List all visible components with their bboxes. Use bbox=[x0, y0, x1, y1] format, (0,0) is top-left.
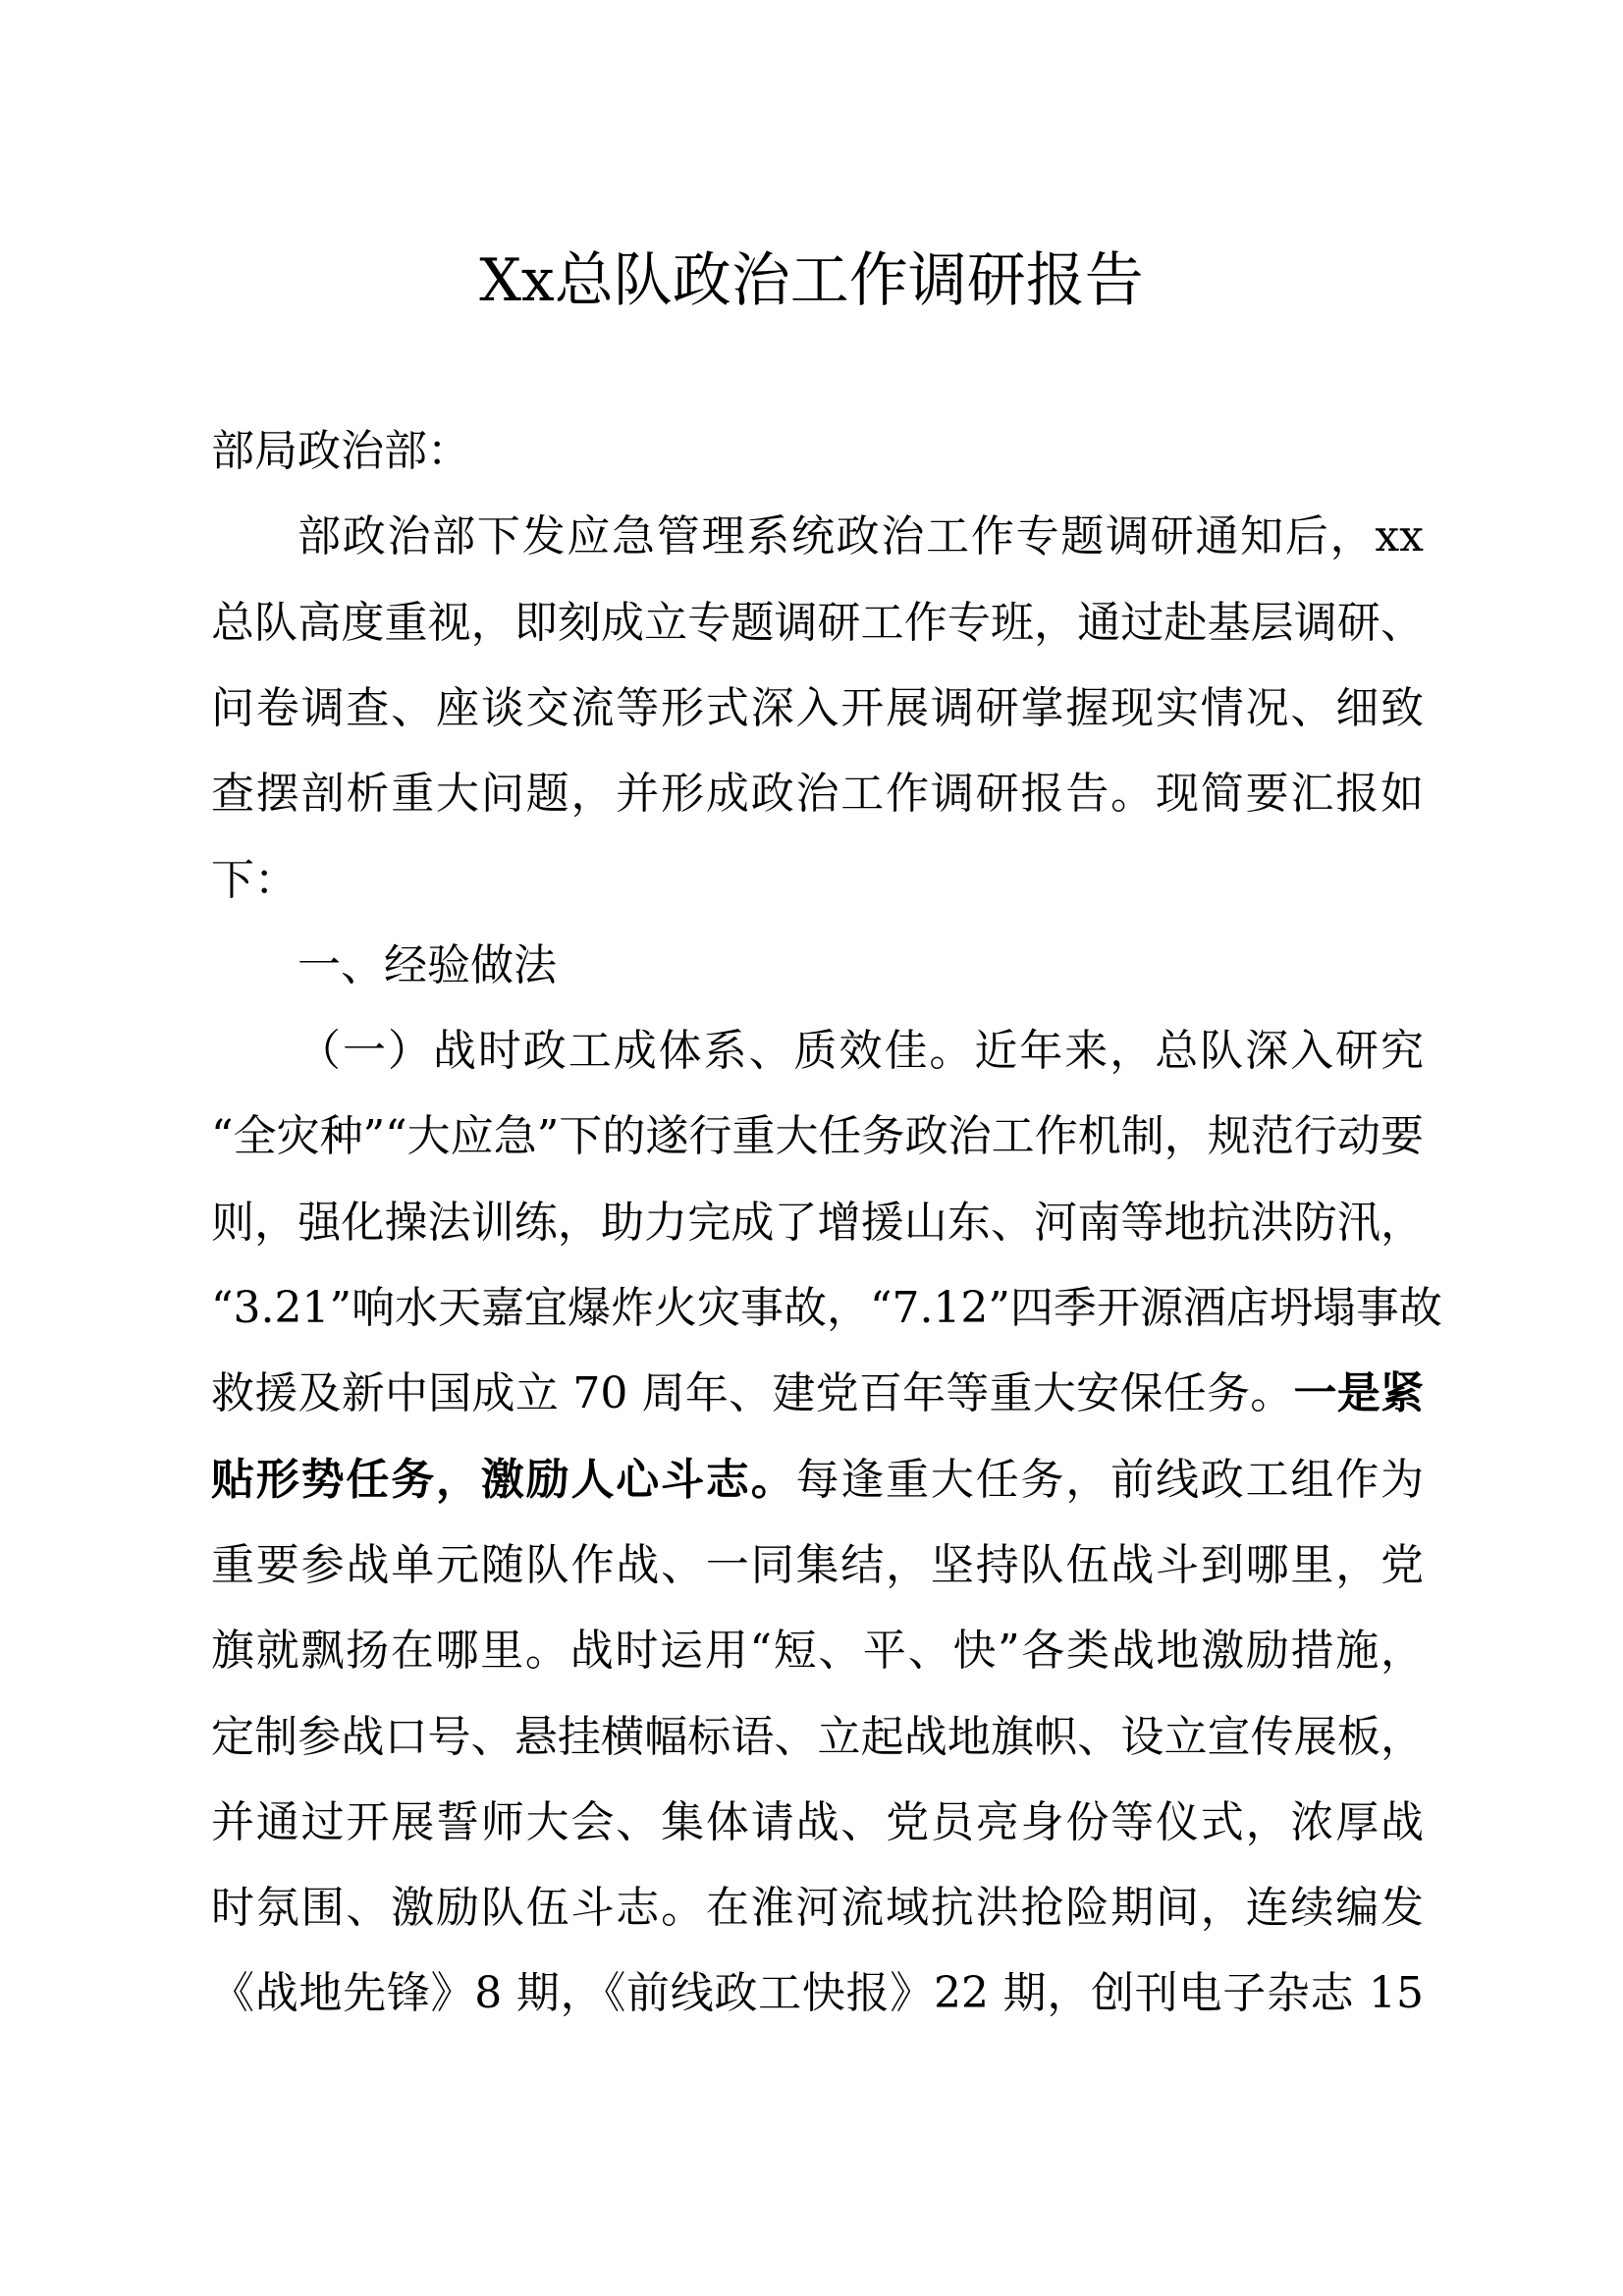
text-run: “3.21”响水天嘉宜爆炸火灾事故，“7.12”四季开源酒店坍塌事故 bbox=[211, 1283, 1442, 1333]
paragraph-line bbox=[211, 1180, 1424, 1265]
text-run: 部政治部下发应急管理系统政治工作专题调研通知后，xx bbox=[298, 511, 1424, 562]
paragraph-line bbox=[211, 1522, 1424, 1608]
text-run: （一）战时政工成体系、质效佳。近年来，总队深入研究 bbox=[298, 1026, 1424, 1077]
text-run: 则，强化操法训练，助力完成了增援山东、河南等地抗洪防汛， bbox=[211, 1197, 1424, 1248]
text-run: 一、经验做法 bbox=[298, 939, 557, 990]
bold-text: 一是紧 bbox=[1293, 1368, 1425, 1419]
bold-text: 贴形势任务，激励人心斗志。 bbox=[211, 1454, 796, 1505]
paragraph-line bbox=[298, 1008, 1424, 1094]
paragraph-line bbox=[211, 1608, 1424, 1693]
paragraph-line bbox=[298, 494, 1424, 579]
text-run: 时氛围、激励队伍斗志。在淮河流域抗洪抢险期间，连续编发 bbox=[211, 1883, 1424, 1934]
text-run: 部局政治部： bbox=[211, 426, 470, 476]
paragraph-line bbox=[211, 408, 1424, 494]
paragraph-line bbox=[211, 1694, 1424, 1780]
paragraph-line bbox=[211, 1780, 1424, 1865]
paragraph-line bbox=[211, 751, 1424, 836]
text-run: 每逢重大任务，前线政工组作为 bbox=[795, 1454, 1424, 1505]
paragraph-line bbox=[211, 1437, 1424, 1522]
paragraph-line bbox=[298, 923, 1424, 1008]
paragraph-line bbox=[211, 1094, 1424, 1179]
text-run: 查摆剖析重大问题，并形成政治工作调研报告。现简要汇报如 bbox=[211, 769, 1424, 820]
paragraph-line bbox=[211, 1265, 1442, 1351]
paragraph-line bbox=[211, 1950, 1424, 2036]
text-run: 重要参战单元随队作战、一同集结，坚持队伍战斗到哪里，党 bbox=[211, 1539, 1424, 1590]
text-run: “全灾种”“大应急”下的遂行重大任务政治工作机制，规范行动要 bbox=[211, 1111, 1424, 1162]
text-run: 《战地先锋》8 期，《前线政工快报》22 期，创刊电子杂志 15 bbox=[211, 1968, 1424, 2019]
text-run: 旗就飘扬在哪里。战时运用“短、平、快”各类战地激励措施， bbox=[211, 1626, 1424, 1677]
paragraph-line bbox=[211, 1351, 1424, 1436]
text-run: 救援及新中国成立 70 周年、建党百年等重大安保任务。 bbox=[211, 1368, 1294, 1419]
paragraph-line bbox=[211, 1865, 1424, 1950]
document-title: Xx总队政治工作调研报告 bbox=[479, 246, 1144, 315]
text-run: 总队高度重视，即刻成立专题调研工作专班，通过赴基层调研、 bbox=[211, 597, 1424, 648]
paragraph-line bbox=[211, 837, 1424, 923]
text-run: 定制参战口号、悬挂横幅标语、立起战地旗帜、设立宣传展板， bbox=[211, 1711, 1424, 1762]
text-run: 下： bbox=[211, 854, 298, 905]
paragraph-line bbox=[211, 580, 1424, 666]
paragraph-line bbox=[211, 666, 1424, 751]
text-run: 并通过开展誓师大会、集体请战、党员亮身份等仪式，浓厚战 bbox=[211, 1796, 1424, 1847]
text-run: 问卷调查、座谈交流等形式深入开展调研掌握现实情况、细致 bbox=[211, 682, 1424, 733]
